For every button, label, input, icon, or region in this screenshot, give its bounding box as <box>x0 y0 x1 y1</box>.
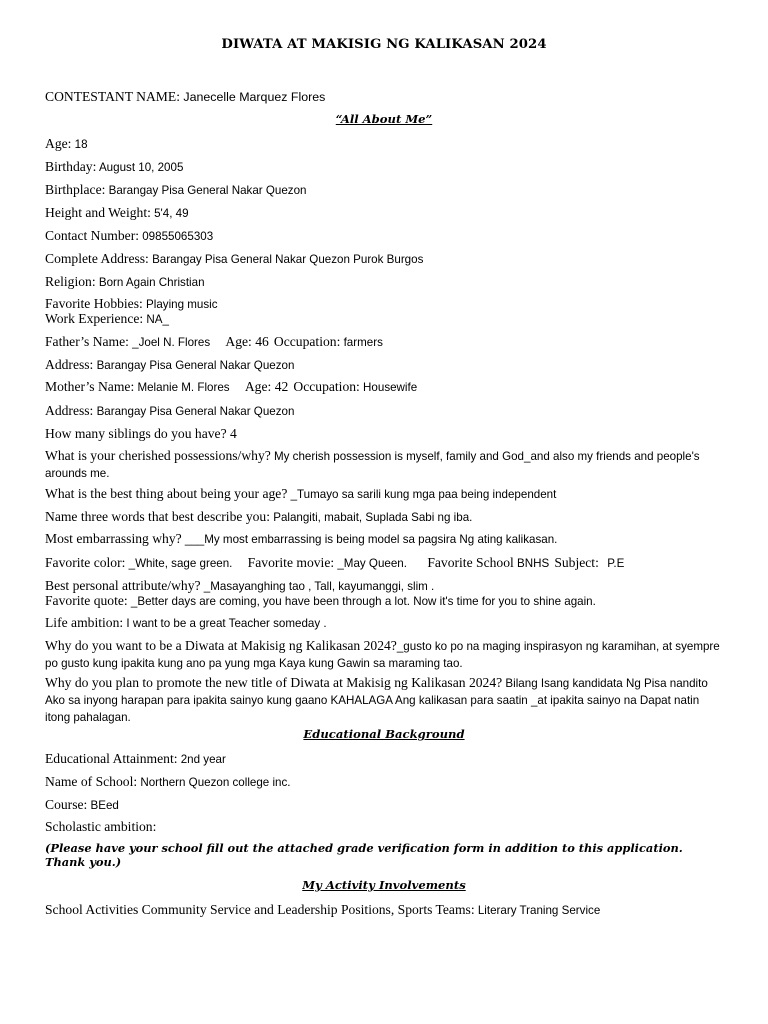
why-diwata-value: _gusto ko po na maging inspirasyon ng karamihan, at syempre po gusto kung ipakita kung ano pa yung mga Kaya kung Gawin sa maraming tao. <box>45 640 720 670</box>
course-row <box>45 796 724 813</box>
hobbies-value: Playing music <box>142 298 218 311</box>
birthday-label: Birthday: <box>45 159 97 174</box>
height-weight-value: 5'4, 49 <box>150 207 189 220</box>
mother-occupation-value: Housewife <box>359 381 418 394</box>
siblings-value: 4 <box>226 426 237 441</box>
father-name-value: _Joel N. Flores <box>128 336 211 349</box>
mother-name-label: Mother’s Name: <box>45 379 135 394</box>
siblings-label: How many siblings do you have? <box>45 426 227 441</box>
mother-name-value: Melanie M. Flores <box>134 381 230 394</box>
quote-label: Favorite quote: <box>45 593 128 608</box>
attainment-row <box>45 750 724 767</box>
promote-value: Bilang Isang kandidata Ng Pisa nandito Ako sa inyong harapan para ipakita sainyo kung gaano KAHALAGA Ang kalikasan para saatin _at ipakita sainyo na Dapat natin itong pahalagan. <box>45 677 708 724</box>
grade-verification-note: (Please have your school fill out the attached grade verification form in addition to this application. Thank you.) <box>45 841 683 869</box>
why-diwata-label: Why do you want to be a Diwata at Makisig ng Kalikasan 2024? <box>45 638 397 653</box>
best-age-label: What is the best thing about being your age? <box>45 486 288 501</box>
religion-row <box>45 273 724 290</box>
favorite-school-label: Favorite School <box>427 555 514 570</box>
favorite-subject-label: Subject: <box>554 555 599 570</box>
birthday-value: August 10, 2005 <box>96 161 184 174</box>
all-about-me-heading: “All About Me” <box>335 112 433 126</box>
father-name-label: Father’s Name: <box>45 334 129 349</box>
father-age-label: Age: <box>225 334 252 349</box>
document-title: DIWATA AT MAKISIG NG KALIKASAN 2024 <box>221 37 547 52</box>
father-occupation-label: Occupation: <box>273 334 341 349</box>
father-row <box>45 333 724 350</box>
contact-label: Contact Number: <box>45 228 140 243</box>
scholastic-label: Scholastic ambition: <box>45 819 157 834</box>
siblings-row <box>45 425 724 441</box>
ambition-label: Life ambition: <box>45 615 124 630</box>
possessions-label: What is your cherished possessions/why? <box>45 448 271 463</box>
scholastic-row <box>45 818 724 835</box>
three-words-row <box>45 508 724 525</box>
contact-value: 09855065303 <box>139 230 214 243</box>
educational-background-heading: Educational Background <box>303 727 465 741</box>
contestant-name-row <box>45 88 724 105</box>
attainment-value: 2nd year <box>177 753 226 766</box>
embarrassing-label: Most embarrassing why? <box>45 531 182 546</box>
favorite-color-value: _White, sage green. <box>125 557 233 570</box>
birthplace-value: Barangay Pisa General Nakar Quezon <box>105 184 307 197</box>
ambition-row <box>45 614 724 631</box>
favorite-movie-value: _May Queen. <box>334 557 407 570</box>
best-age-value: _Tumayo sa sarili kung mga paa being independent <box>287 488 557 501</box>
mother-age-value: 42 <box>271 379 289 394</box>
hobbies-label: Favorite Hobbies: <box>45 296 143 311</box>
address-label: Complete Address: <box>45 251 149 266</box>
course-label: Course: <box>45 797 88 812</box>
birthplace-row <box>45 181 724 198</box>
father-address-row <box>45 356 724 373</box>
activities-label: School Activities Community Service and Leadership Positions, Sports Teams: <box>45 902 475 917</box>
mother-row <box>45 378 724 395</box>
school-name-label: Name of School: <box>45 774 138 789</box>
favorite-subject-value: P.E <box>603 557 625 570</box>
mother-occupation-label: Occupation: <box>293 379 360 394</box>
ambition-value: I want to be a great Teacher someday . <box>123 617 327 630</box>
father-address-label: Address: <box>45 357 94 372</box>
possessions-value: My cherish possession is myself, family and God_and also my friends and people's arounds me. <box>45 450 700 480</box>
promote-row <box>45 674 724 725</box>
why-diwata-row <box>45 637 724 671</box>
mother-address-value: Barangay Pisa General Nakar Quezon <box>93 405 295 418</box>
work-value: NA_ <box>143 313 169 326</box>
school-name-value: Northern Quezon college inc. <box>137 776 291 789</box>
embarrassing-value: ___My most embarrassing is being model sa pagsira Ng ating kalikasan. <box>181 533 558 546</box>
birthday-row <box>45 158 724 175</box>
favorite-school-value: BNHS <box>513 557 550 570</box>
quote-row <box>45 592 724 609</box>
favorite-movie-label: Favorite movie: <box>247 555 335 570</box>
possessions-row <box>45 447 724 481</box>
religion-label: Religion: <box>45 274 96 289</box>
activities-value: Literary Traning Service <box>474 904 601 917</box>
favorite-color-label: Favorite color: <box>45 555 126 570</box>
religion-value: Born Again Christian <box>95 276 205 289</box>
contestant-name-label: CONTESTANT NAME: <box>45 89 180 104</box>
age-value: 18 <box>71 138 88 151</box>
father-address-value: Barangay Pisa General Nakar Quezon <box>93 359 295 372</box>
contestant-name-value: Janecelle Marquez Flores <box>179 90 326 104</box>
activities-row <box>45 901 724 918</box>
address-value: Barangay Pisa General Nakar Quezon Purok Burgos <box>148 253 424 266</box>
quote-value: _Better days are coming, you have been through a lot. Now it's time for you to shine again. <box>127 595 596 608</box>
school-row <box>45 773 724 790</box>
contact-row <box>45 227 724 244</box>
course-value: BEed <box>87 799 119 812</box>
promote-label: Why do you plan to promote the new title of Diwata at Makisig ng Kalikasan 2024? <box>45 675 503 690</box>
activity-involvements-heading: My Activity Involvements <box>302 878 466 892</box>
mother-address-label: Address: <box>45 403 94 418</box>
attainment-label: Educational Attainment: <box>45 751 178 766</box>
father-age-value: 46 <box>251 334 269 349</box>
birthplace-label: Birthplace: <box>45 182 106 197</box>
work-label: Work Experience: <box>45 311 144 326</box>
three-words-value: Palangiti, mabait, Suplada Sabi ng iba. <box>269 511 473 524</box>
mother-address-row <box>45 402 724 419</box>
age-row <box>45 135 724 152</box>
favorites-row <box>45 554 724 571</box>
height-weight-label: Height and Weight: <box>45 205 151 220</box>
embarrassing-row <box>45 530 724 547</box>
age-label: Age: <box>45 136 72 151</box>
father-occupation-value: farmers <box>340 336 383 349</box>
work-row <box>45 310 724 327</box>
three-words-label: Name three words that best describe you: <box>45 509 270 524</box>
best-age-row <box>45 485 724 502</box>
height-weight-row <box>45 204 724 221</box>
mother-age-label: Age: <box>244 379 272 394</box>
address-row <box>45 250 724 267</box>
attribute-label: Best personal attribute/why? <box>45 578 201 593</box>
attribute-value: _Masayanghing tao , Tall, kayumanggi, slim . <box>200 580 435 593</box>
